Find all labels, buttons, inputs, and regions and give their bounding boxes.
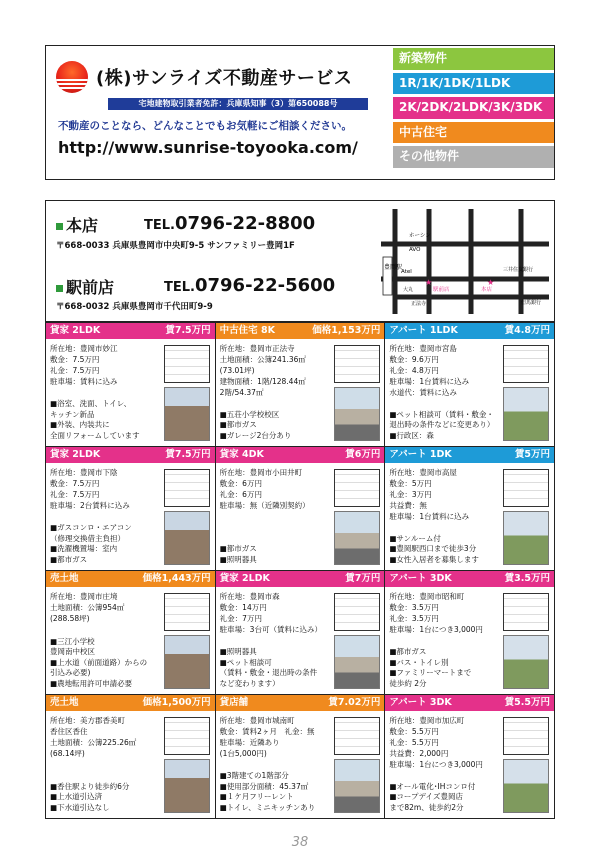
property-photo <box>334 759 380 813</box>
listing-type: 貸家 2LDK <box>50 325 101 336</box>
feature-line: ■コープデイズ豊岡店 <box>389 792 463 801</box>
detail-line: 駐車場：3台可（賃料に込み） <box>219 625 322 634</box>
listing-card[interactable] <box>216 695 386 819</box>
website-url[interactable]: http://www.sunrise-toyooka.com/ <box>58 138 358 157</box>
detail-line: 駐車場：無（近隣別契約） <box>219 501 310 510</box>
detail-line: 所在地：豊岡市城南町 <box>219 716 295 725</box>
feature-line: ■都市ガス <box>389 647 427 656</box>
listing-details <box>220 715 315 759</box>
map-label: AVO <box>409 247 421 253</box>
property-photo <box>503 511 549 565</box>
property-photo <box>334 387 380 441</box>
listing-type: アパート 1DK <box>389 449 452 460</box>
feature-line: 豊岡南中校区 <box>50 647 95 656</box>
listing-features <box>50 637 147 690</box>
listing-details <box>389 467 469 522</box>
feature-line: ■香住駅より徒歩約6分 <box>50 781 130 791</box>
feature-line: ■オール電化･IHコンロ付 <box>389 781 476 791</box>
listing-features <box>220 771 316 813</box>
star-icon: ★ <box>487 278 495 287</box>
map-label: Atel <box>401 269 412 275</box>
listing-features <box>50 399 140 441</box>
listing-features <box>389 782 475 814</box>
listing-type: 売土地 <box>50 573 79 584</box>
office-main-tel: TEL.0796-22-8800 <box>144 213 316 234</box>
company-name: (株)サンライズ不動産サービス <box>96 68 353 89</box>
feature-line: ■照明器具 <box>219 647 257 656</box>
map-label-station: 豊岡駅 <box>384 264 403 271</box>
listing-card[interactable] <box>385 571 555 695</box>
listing-features <box>50 523 132 565</box>
floor-plan-image <box>334 717 380 755</box>
detail-line: 礼金：3.5万円 <box>389 614 439 623</box>
detail-line: 敷金：6万円 <box>219 479 262 488</box>
floor-plan-image <box>334 593 380 631</box>
feature-line: キッチン新品 <box>50 409 95 419</box>
feature-line: ■トイレ、ミニキッチンあり <box>219 802 316 812</box>
detail-line: 礼金：7.5万円 <box>50 490 100 499</box>
detail-line: 駐車場：1台賃料に込み <box>389 377 470 386</box>
property-photo <box>334 511 380 565</box>
listing-features <box>220 544 257 565</box>
detail-line: 敷金：3.5万円 <box>389 603 439 612</box>
feature-line: ■洗濯機置場：室内 <box>50 544 118 553</box>
detail-line: 駐車場：1台につき3,000円 <box>389 625 483 634</box>
feature-line: ■ファミリーマートまで <box>389 668 472 677</box>
property-photo <box>334 635 380 689</box>
listing-type: 貸家 2LDK <box>50 449 101 460</box>
license-number: 宅地建物取引業者免許：兵庫県知事（3）第650088号 <box>108 98 368 110</box>
listing-price: 価格1,500万円 <box>142 697 211 708</box>
listing-card[interactable] <box>385 695 555 819</box>
company-header <box>45 45 555 180</box>
office-station-tel: TEL.0796-22-5600 <box>164 275 336 296</box>
feature-line: 徒歩約 2分 <box>389 678 427 688</box>
listing-card[interactable] <box>46 571 216 695</box>
listing-features <box>220 410 292 442</box>
office-station-address: 〒668-0032 兵庫県豊岡市千代田町9-9 <box>56 302 213 312</box>
listing-type: アパート 3DK <box>389 697 452 708</box>
listing-price: 賃7.02万円 <box>328 697 381 708</box>
listing-type: 中古住宅 8K <box>219 325 275 336</box>
feature-line: ■都市ガス <box>219 544 257 553</box>
detail-line: 礼金：7.5万円 <box>50 366 100 375</box>
feature-line: ■浴室、洗面、トイレ、 <box>50 399 132 408</box>
floor-plan-image <box>164 717 210 755</box>
office-main-address: 〒668-0033 兵庫県豊岡市中央町9-5 サンファミリー豊岡1F <box>56 241 295 251</box>
category-1r: 1R/1K/1DK/1LDK <box>393 73 554 95</box>
listing-price: 賃7万円 <box>345 573 381 584</box>
listing-details <box>50 715 136 759</box>
listing-details <box>50 343 118 387</box>
listing-details <box>220 343 306 398</box>
feature-line: ■3階建ての1階部分 <box>219 771 289 780</box>
floor-plan-image <box>164 345 210 383</box>
listing-grid <box>45 322 555 819</box>
map-label: 大丸 <box>403 287 414 293</box>
listing-header <box>46 695 215 711</box>
property-photo <box>503 387 549 441</box>
detail-line: 土地面積：公簿954㎡ <box>50 603 125 612</box>
detail-line: 土地面積：公簿241.36㎡ <box>219 355 306 364</box>
detail-line: 所在地：豊岡市森 <box>219 592 280 601</box>
detail-line: 2階/54.37㎡ <box>219 388 264 397</box>
detail-line: 所在地：豊岡市小田井町 <box>219 468 303 477</box>
listing-header <box>216 323 385 339</box>
listing-price: 賃7.5万円 <box>165 449 211 460</box>
office-main-name: 本店 <box>56 213 98 236</box>
floor-plan-image <box>164 469 210 507</box>
map-label: 本店 <box>481 287 493 293</box>
page-number: 38 <box>291 835 309 850</box>
office-panel <box>45 200 555 322</box>
listing-features <box>389 410 494 442</box>
listing-card[interactable] <box>385 323 555 447</box>
feature-line: ■上水道（前面道路）からの <box>50 657 148 667</box>
detail-line: 礼金：4.8万円 <box>389 366 439 375</box>
feature-line: （賃料・敷金・退出時の条件 <box>219 668 318 677</box>
location-map <box>381 209 549 314</box>
listing-type: 貸家 4DK <box>219 449 264 460</box>
listing-details <box>50 467 130 511</box>
feature-line: ■外装、内装共に <box>50 420 110 429</box>
company-info <box>46 46 391 179</box>
listing-card[interactable] <box>46 447 216 571</box>
detail-line: 敷金：9.6万円 <box>389 355 439 364</box>
detail-line: 駐車場：2台賃料に込み <box>50 501 130 510</box>
listing-features <box>389 647 471 689</box>
detail-line: 敷金：5万円 <box>389 479 432 488</box>
feature-line: ■都市ガス <box>219 420 257 429</box>
floor-plan-image <box>503 345 549 383</box>
square-bullet-icon <box>56 223 63 230</box>
detail-line: 所在地：美方郡香美町 <box>50 716 125 725</box>
feature-line: ■三江小学校 <box>50 636 95 646</box>
detail-line: 建物面積：1階/128.44㎡ <box>219 377 306 386</box>
floor-plan-image <box>503 593 549 631</box>
map-label: 正法寺 <box>411 301 427 307</box>
listing-header <box>385 323 554 339</box>
detail-line: 所在地：豊岡市昭和町 <box>389 592 465 601</box>
listing-details <box>389 715 483 770</box>
detail-line: 駐車場：近隣あり <box>219 738 280 747</box>
listing-card[interactable] <box>46 323 216 447</box>
detail-line: (288.58坪) <box>50 614 90 623</box>
map-label: 但馬銀行 <box>521 300 542 306</box>
detail-line: 駐車場：1台につき3,000円 <box>389 760 483 769</box>
listing-header <box>385 695 554 711</box>
listing-card[interactable] <box>216 323 386 447</box>
detail-line: 礼金：3万円 <box>389 490 432 499</box>
office-station-name: 駅前店 <box>56 275 114 298</box>
listing-card[interactable] <box>216 447 386 571</box>
floor-plan-image <box>503 717 549 755</box>
property-photo <box>164 511 210 565</box>
property-photo <box>164 387 210 441</box>
detail-line: 礼金：5.5万円 <box>389 738 439 747</box>
listing-price: 賃7.5万円 <box>165 325 211 336</box>
detail-line: (68.14坪) <box>50 749 85 758</box>
feature-line: ■ペット相談可（賃料・敷金・ <box>389 409 494 419</box>
detail-line: 駐車場：1台賃料に込み <box>389 512 470 521</box>
detail-line: (1台5,000円) <box>219 749 267 758</box>
feature-line: ■サンルーム付 <box>389 533 441 543</box>
listing-header <box>216 447 385 463</box>
feature-line: ■使用部分面積：45.37㎡ <box>219 781 309 791</box>
feature-line: ■ガレージ2台分あり <box>219 430 292 440</box>
detail-line: 所在地：豊岡市正法寺 <box>219 344 295 353</box>
listing-price: 価格1,443万円 <box>142 573 211 584</box>
listing-price: 賃6万円 <box>345 449 381 460</box>
listing-header <box>216 571 385 587</box>
map-label: 駅前店 <box>433 287 450 293</box>
category-2k: 2K/2DK/2LDK/3K/3DK <box>393 97 554 119</box>
property-photo <box>164 635 210 689</box>
detail-line: 敷金：賃料2ヶ月 礼金：無 <box>219 727 315 736</box>
listing-header <box>46 571 215 587</box>
category-new: 新築物件 <box>393 48 554 70</box>
detail-line: 共益費：2,000円 <box>389 749 449 758</box>
detail-line: 駐車場：賃料に込み <box>50 377 118 386</box>
listing-price: 賃4.8万円 <box>504 325 551 336</box>
detail-line: 所在地：豊岡市妙江 <box>50 344 118 353</box>
feature-line: まで82m、徒歩約2分 <box>389 802 464 812</box>
category-used-house: 中古住宅 <box>393 122 554 144</box>
feature-line: ■都市ガス <box>50 554 88 564</box>
listing-card[interactable] <box>385 447 555 571</box>
listing-row <box>46 447 555 571</box>
floor-plan-image <box>334 345 380 383</box>
detail-line: 所在地：豊岡市下陰 <box>50 468 118 477</box>
feature-line: ■上水道引込済 <box>50 792 103 801</box>
listing-price: 賃5万円 <box>514 449 551 460</box>
feature-line: 引込み必要) <box>50 668 91 677</box>
floor-plan-image <box>503 469 549 507</box>
listing-card[interactable] <box>216 571 386 695</box>
detail-line: 敷金：7.5万円 <box>50 355 100 364</box>
star-icon: ★ <box>425 278 433 287</box>
feature-line: ■１ケ月フリーレント <box>219 792 294 801</box>
feature-line: ■農地転用許可申請必要 <box>50 678 133 688</box>
detail-line: 所在地：豊岡市高屋 <box>389 468 457 477</box>
feature-line: 全面リフォームしています <box>50 430 140 440</box>
map-label: ホーシン <box>409 233 431 239</box>
detail-line: 所在地：豊岡市庄境 <box>50 592 118 601</box>
listing-features <box>389 534 479 566</box>
detail-line: 礼金：6万円 <box>219 490 262 499</box>
listing-details <box>389 343 469 398</box>
listing-price: 価格1,153万円 <box>312 325 381 336</box>
detail-line: 所在地：豊岡市宮島 <box>389 344 457 353</box>
feature-line: 退出時の条件などに変更あり） <box>389 420 495 429</box>
listing-details <box>220 591 322 635</box>
listing-type: アパート 1LDK <box>389 325 458 336</box>
tagline: 不動産のことなら、どんなことでもお気軽にご相談ください。 <box>58 120 352 132</box>
square-bullet-icon <box>56 285 63 292</box>
listing-details <box>389 591 483 635</box>
feature-line: （修理交換借主負担） <box>50 533 125 543</box>
detail-line: 水道代：賃料に込み <box>389 388 457 397</box>
listing-header <box>46 323 215 339</box>
category-other: その他物件 <box>393 146 554 168</box>
listing-type: 貸家 2LDK <box>219 573 270 584</box>
listing-price: 賃5.5万円 <box>504 697 551 708</box>
map-label: 三井住友銀行 <box>503 267 534 273</box>
listing-details <box>50 591 124 624</box>
listing-type: 貸店舗 <box>219 697 249 708</box>
listing-header <box>385 571 554 587</box>
feature-line: ■ペット相談可 <box>219 657 272 667</box>
detail-line: 共益費：無 <box>389 501 427 510</box>
sunrise-logo-icon <box>56 61 88 93</box>
feature-line: ■下水道引込なし <box>50 802 110 812</box>
floor-plan-image <box>164 593 210 631</box>
detail-line: 土地面積：公簿225.26㎡ <box>50 738 137 747</box>
feature-line: ■行政区：森 <box>389 430 434 440</box>
feature-line: など変わります） <box>219 678 280 688</box>
listing-header <box>216 695 385 711</box>
property-photo <box>164 759 210 813</box>
category-list <box>393 48 554 171</box>
listing-header <box>385 447 554 463</box>
feature-line: ■五荘小学校校区 <box>219 409 280 419</box>
listing-type: アパート 3DK <box>389 573 452 584</box>
listing-price: 賃3.5万円 <box>504 573 551 584</box>
floor-plan-image <box>334 469 380 507</box>
feature-line: ■豊岡駅西口まで徒歩3分 <box>389 544 477 553</box>
property-photo <box>503 759 549 813</box>
feature-line: ■女性入居者を募集します <box>389 554 479 564</box>
detail-line: 礼金：7万円 <box>219 614 262 623</box>
detail-line: 敷金：14万円 <box>219 603 267 612</box>
detail-line: (73.01坪) <box>219 366 255 375</box>
detail-line: 所在地：豊岡市加広町 <box>389 716 465 725</box>
feature-line: ■照明器具 <box>219 554 257 564</box>
property-photo <box>503 635 549 689</box>
detail-line: 敷金：5.5万円 <box>389 727 439 736</box>
listing-row <box>46 571 555 695</box>
listing-row <box>46 695 555 819</box>
listing-features <box>220 647 318 689</box>
detail-line: 香住区香住 <box>50 727 88 736</box>
listing-row <box>46 323 555 447</box>
listing-type: 売土地 <box>50 697 79 708</box>
listing-details <box>220 467 310 511</box>
listing-card[interactable] <box>46 695 216 819</box>
feature-line: ■バス・トイレ別 <box>389 657 449 667</box>
listing-header <box>46 447 215 463</box>
listing-features <box>50 782 129 814</box>
detail-line: 敷金：7.5万円 <box>50 479 100 488</box>
feature-line: ■ガスコンロ・エアコン <box>50 523 132 532</box>
